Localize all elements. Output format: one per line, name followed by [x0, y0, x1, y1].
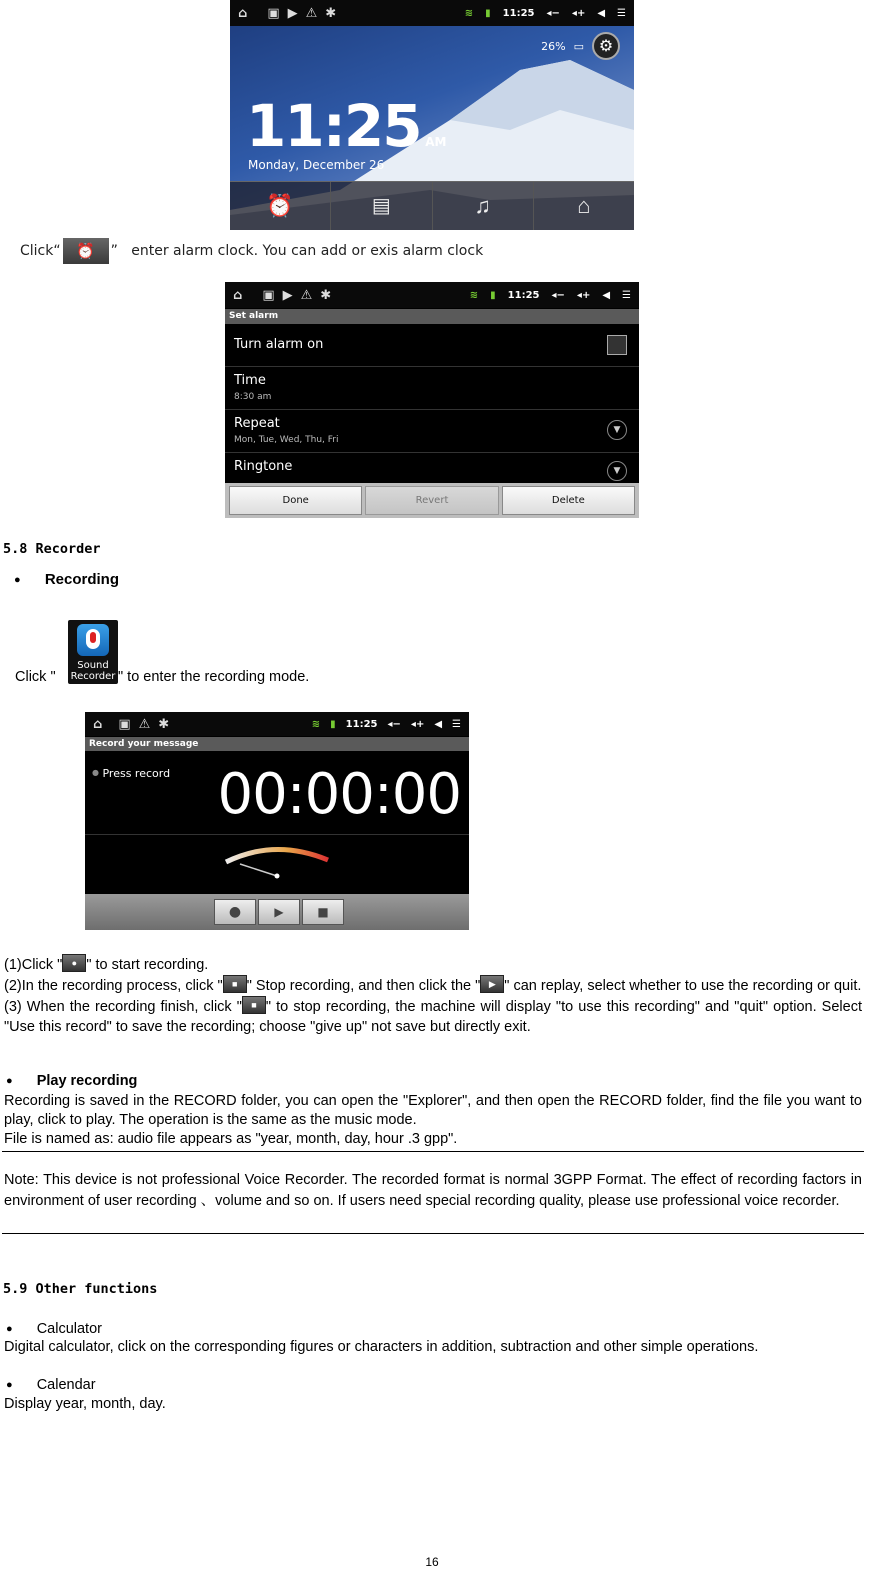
alarm-icon-inline: ⏰	[63, 238, 109, 264]
note-text: Note: This device is not professional Voice Recorder. The recorded format is normal 3GPP Format. The effect of recording factors in environment of user recording 、volume and so on. If users need special recording quality, please use professional voice recorder.	[4, 1172, 862, 1209]
recording-bullet: ● Recording	[14, 571, 119, 588]
recording-steps	[4, 954, 862, 1037]
wifi-icon: ≋	[469, 289, 479, 301]
wifi-icon: ≋	[311, 718, 321, 730]
microphone-icon	[77, 624, 109, 656]
play-icon: ▶	[480, 975, 504, 993]
alarm-row-time[interactable]: Time 8:30 am	[225, 367, 639, 410]
stop-icon: ■	[242, 996, 266, 1014]
record-timer: 00:00:00	[217, 762, 461, 827]
menu-icon[interactable]: ☰	[622, 289, 631, 301]
volume-up-icon[interactable]: ◂+	[576, 289, 591, 301]
back-icon[interactable]: ◀	[602, 289, 611, 301]
play-recording-bullet: ● Play recording	[6, 1073, 137, 1089]
clock-time: 11:25	[246, 92, 421, 160]
android-icon: ✱	[325, 5, 337, 21]
battery-icon: ▮	[330, 718, 336, 730]
android-icon: ✱	[158, 716, 170, 732]
set-alarm-screenshot	[225, 282, 639, 518]
stop-icon: ■	[223, 975, 247, 993]
status-bar	[225, 282, 639, 308]
notification-icon: ▣	[118, 716, 131, 732]
alarm-checkbox[interactable]	[607, 335, 627, 355]
recorder-screenshot	[85, 712, 469, 930]
volume-down-icon[interactable]: ◂−	[387, 718, 401, 730]
battery-small-icon: ▭	[573, 39, 584, 53]
record-status: ● Press record	[92, 767, 171, 780]
gallery-icon[interactable]: ▤	[331, 182, 432, 230]
menu-icon[interactable]: ☰	[617, 7, 626, 19]
lockscreen-screenshot	[230, 0, 634, 230]
home-icon[interactable]: ⌂	[233, 287, 243, 303]
recorder-controls	[85, 894, 469, 930]
note-rule-top	[2, 1151, 864, 1152]
status-bar	[85, 712, 469, 736]
clock-date: Monday, December 26	[248, 158, 385, 172]
dropdown-icon[interactable]: ▼	[607, 420, 627, 440]
recorder-click-text-after: " to enter the recording mode.	[118, 669, 310, 685]
dropdown-icon[interactable]: ▼	[607, 461, 627, 481]
page-number: 16	[425, 1555, 439, 1569]
alarm-row-repeat[interactable]: Repeat Mon, Tue, Wed, Thu, Fri ▼	[225, 410, 639, 453]
warning-icon: ⚠	[138, 716, 151, 732]
calendar-text: Display year, month, day.	[4, 1396, 166, 1412]
section-heading-recorder: 5.8 Recorder	[3, 541, 101, 557]
play-icon: ▶	[287, 5, 298, 21]
step-2: (2)In the recording process, click " ■ " Stop recording, and then click the " ▶ " can replay, select whether to use the recording or quit.	[4, 975, 862, 996]
back-icon[interactable]: ◀	[434, 718, 443, 730]
android-icon: ✱	[320, 287, 332, 303]
volume-up-icon[interactable]: ◂+	[571, 7, 586, 19]
status-time: 11:25	[507, 289, 540, 301]
alarm-button-bar	[225, 483, 639, 518]
status-bar	[230, 0, 634, 26]
recorder-click-text-before: Click "	[15, 669, 56, 685]
play-button[interactable]: ▶	[258, 899, 300, 925]
vu-meter	[220, 840, 340, 890]
battery-percent: 26%	[541, 39, 566, 53]
alarm-row-turn-on[interactable]: Turn alarm on	[225, 324, 639, 367]
set-alarm-header: Set alarm	[225, 309, 639, 324]
delete-button[interactable]: Delete	[502, 486, 635, 515]
record-button[interactable]: ●	[214, 899, 256, 925]
calendar-bullet: ● Calendar	[6, 1377, 96, 1393]
status-time: 11:25	[502, 7, 535, 19]
back-icon[interactable]: ◀	[597, 7, 606, 19]
sound-recorder-app-icon: Sound Recorder	[68, 620, 118, 684]
battery-icon: ▮	[490, 289, 496, 301]
battery-icon: ▮	[485, 7, 491, 19]
menu-icon[interactable]: ☰	[452, 718, 461, 730]
warning-icon: ⚠	[305, 5, 318, 21]
home-icon[interactable]: ⌂	[238, 5, 248, 21]
dock	[230, 181, 634, 230]
home-icon[interactable]: ⌂	[93, 716, 103, 732]
notification-icon: ▣	[267, 5, 280, 21]
alarm-instruction: Click“ ⏰ ” enter alarm clock. You can add or exis alarm clock	[20, 238, 483, 264]
step-1: (1)Click " ● " to start recording.	[4, 954, 862, 975]
section-heading-other: 5.9 Other functions	[3, 1281, 158, 1297]
play-recording-text: Recording is saved in the RECORD folder, you can open the "Explorer", and then open the RECORD folder, find the file you want to play, click to play. The operation is the same as the music mode. File is named as: audio file appears as "year, month, day, hour .3 gpp".	[4, 1093, 862, 1147]
alarm-row-ringtone[interactable]: Ringtone ▼	[225, 453, 639, 483]
volume-up-icon[interactable]: ◂+	[410, 718, 425, 730]
alarm-icon[interactable]: ⏰	[230, 182, 331, 230]
status-dot-icon: ●	[92, 768, 99, 777]
music-icon[interactable]: ♫	[433, 182, 534, 230]
volume-down-icon[interactable]: ◂−	[546, 7, 560, 19]
status-time: 11:25	[345, 718, 378, 730]
volume-down-icon[interactable]: ◂−	[551, 289, 565, 301]
wifi-icon: ≋	[464, 7, 474, 19]
play-icon: ▶	[282, 287, 293, 303]
home-dock-icon[interactable]: ⌂	[577, 193, 591, 218]
calculator-bullet: ● Calculator	[6, 1321, 102, 1337]
warning-icon: ⚠	[300, 287, 313, 303]
note-rule-bottom	[2, 1233, 864, 1234]
recorder-header: Record your message	[85, 737, 469, 751]
calculator-text: Digital calculator, click on the corresponding figures or characters in addition, subtraction and other simple operations.	[4, 1339, 759, 1355]
revert-button[interactable]: Revert	[365, 486, 498, 515]
record-icon: ●	[62, 954, 86, 972]
stop-button[interactable]: ■	[302, 899, 344, 925]
notification-icon: ▣	[262, 287, 275, 303]
step-3: (3) When the recording finish, click " ■ " to stop recording, the machine will display "to use this recording" and "quit" option. Select "Use this record" to save the recording; choose "give up" not save but directly exit.	[4, 996, 862, 1037]
done-button[interactable]: Done	[229, 486, 362, 515]
clock-ampm: AM	[425, 135, 447, 149]
settings-icon[interactable]: ⚙	[592, 32, 620, 60]
